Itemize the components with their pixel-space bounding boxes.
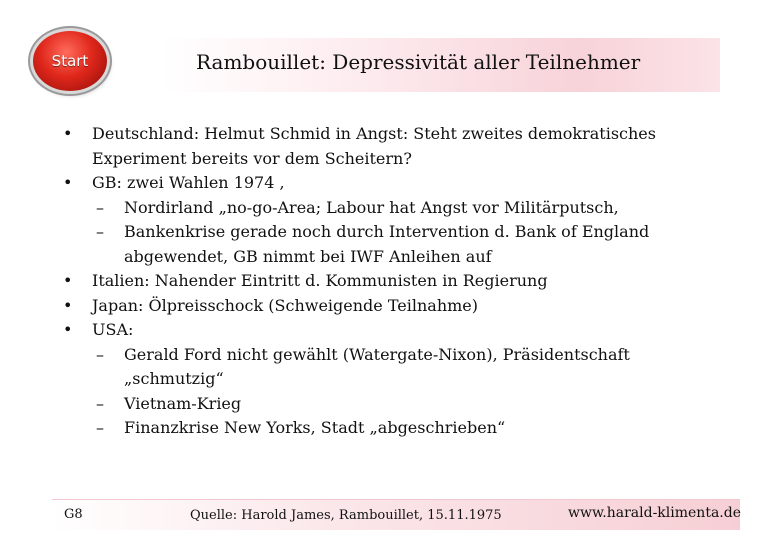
bullet-item <box>60 122 720 171</box>
sub-bullet-item <box>60 220 720 269</box>
bullet-item <box>60 318 720 343</box>
bullet-list <box>60 122 720 441</box>
footer-website-link[interactable]: www.harald-klimenta.de <box>568 505 741 521</box>
bullet-item <box>60 269 720 294</box>
sub-bullet-item <box>60 343 720 392</box>
bullet-text: USA: <box>92 320 134 339</box>
sub-bullet-item <box>60 392 720 417</box>
footer-source: Quelle: Harold James, Rambouillet, 15.11.1975 <box>190 508 502 523</box>
bullet-marker: • <box>63 271 73 290</box>
sub-bullet-marker: – <box>96 393 104 413</box>
bullet-text: GB: zwei Wahlen 1974 , <box>92 173 285 192</box>
slide-title: Rambouillet: Depressivität aller Teilnehmer <box>196 50 641 74</box>
sub-bullet-marker: – <box>96 222 104 241</box>
footer-section-label: G8 <box>64 507 83 522</box>
sub-bullet-text: Nordirland „no-go-Area; Labour hat Angst vor Militärputsch, <box>124 197 619 217</box>
bullet-marker: • <box>63 320 73 339</box>
bullet-marker: • <box>63 124 73 143</box>
sub-bullet-marker: – <box>96 344 104 364</box>
sub-bullet-text: Bankenkrise gerade noch durch Intervention d. Bank of England abgewendet, GB nimmt bei IWF Anleihen auf <box>124 222 650 266</box>
bullet-text: Italien: Nahender Eintritt d. Kommunisten in Regierung <box>92 271 548 290</box>
sub-bullet-marker: – <box>96 197 104 217</box>
sub-bullet-item <box>60 196 720 221</box>
start-button-label: Start <box>51 52 89 70</box>
sub-bullet-text: Finanzkrise New Yorks, Stadt „abgeschrieben“ <box>124 418 506 437</box>
sub-bullet-text: Gerald Ford nicht gewählt (Watergate-Nixon), Präsidentschaft „schmutzig“ <box>124 344 630 388</box>
bullet-marker: • <box>63 173 73 192</box>
bullet-item <box>60 171 720 196</box>
bullet-item <box>60 294 720 319</box>
start-button[interactable] <box>33 31 107 91</box>
sub-bullet-item <box>60 416 720 441</box>
bullet-text: Deutschland: Helmut Schmid in Angst: Steht zweites demokratisches Experiment bereits vor dem Scheitern? <box>92 124 656 168</box>
sub-bullet-text: Vietnam-Krieg <box>124 393 242 413</box>
bullet-text: Japan: Ölpreisschock (Schweigende Teilnahme) <box>92 295 479 315</box>
sub-bullet-marker: – <box>96 418 104 437</box>
bullet-marker: • <box>63 295 73 315</box>
